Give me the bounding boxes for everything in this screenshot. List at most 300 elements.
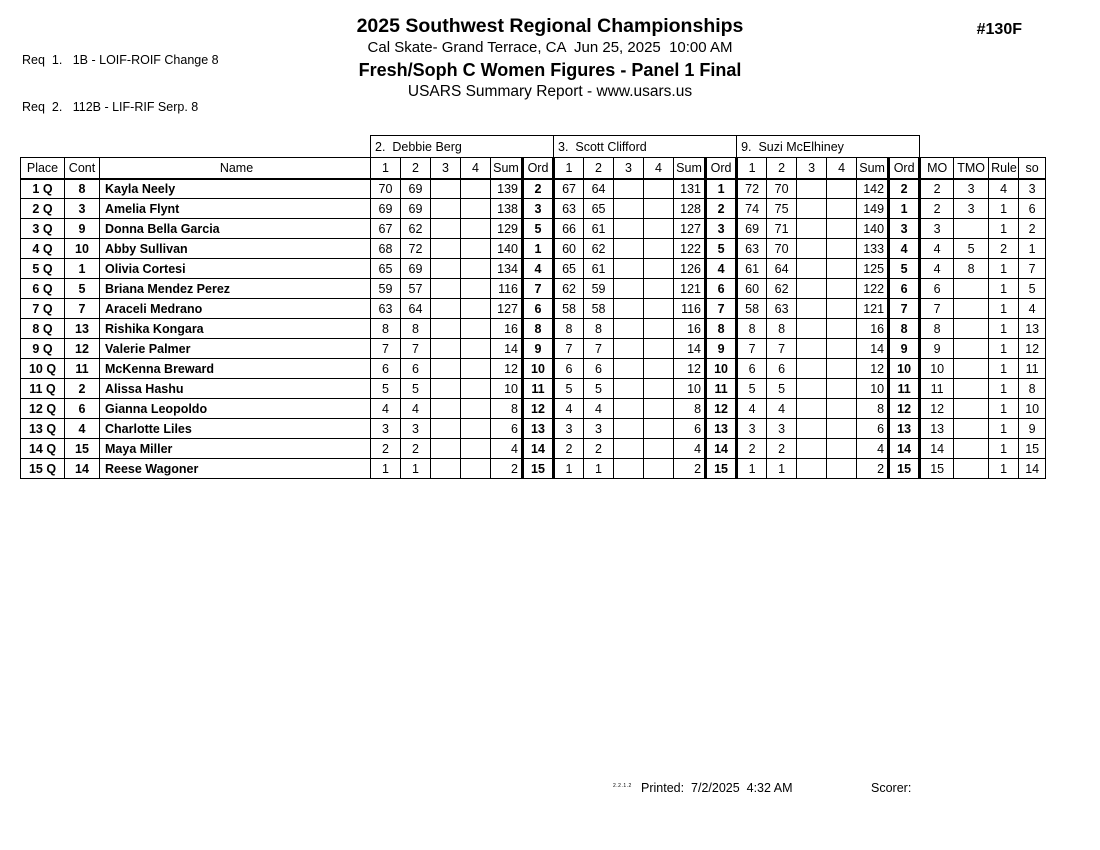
cell-j1-ord: 12 [523,399,554,419]
version-superscript: 2.2.1.2 [613,783,632,789]
cell-cont: 4 [65,419,100,439]
cell-j2-score4 [644,439,674,459]
cell-j2-score3 [614,419,644,439]
cell-j2-score1: 5 [554,379,584,399]
col-header-j1-1: 1 [371,158,401,179]
cell-skater-name: Amelia Flynt [100,199,371,219]
cell-j2-score3 [614,339,644,359]
cell-j1-score1: 65 [371,259,401,279]
cell-j2-score4 [644,239,674,259]
cell-skater-name: Araceli Medrano [100,299,371,319]
cell-j2-score2: 65 [584,199,614,219]
cell-j3-sum: 125 [857,259,889,279]
cell-j1-ord: 3 [523,199,554,219]
cell-j2-ord: 2 [706,199,737,219]
cell-j3-score2: 7 [767,339,797,359]
cell-so: 8 [1019,379,1046,399]
cell-j3-ord: 8 [889,319,920,339]
cell-rule: 4 [989,179,1019,199]
cell-j2-score1: 67 [554,179,584,199]
cell-j1-score1: 2 [371,439,401,459]
cell-so: 12 [1019,339,1046,359]
cell-so: 7 [1019,259,1046,279]
cell-place: 2 Q [21,199,65,219]
cell-j3-ord: 1 [889,199,920,219]
championship-title: 2025 Southwest Regional Championships [356,15,744,37]
judge-header-3: 9. Suzi McElhiney [737,136,920,158]
col-header-so: so [1019,158,1046,179]
cell-j2-score1: 63 [554,199,584,219]
cell-j3-score2: 3 [767,419,797,439]
cell-j2-score2: 6 [584,359,614,379]
cell-j1-score3 [431,259,461,279]
cell-mo: 3 [920,219,954,239]
cell-j1-score2: 3 [401,419,431,439]
cell-j1-ord: 9 [523,339,554,359]
cell-j2-score4 [644,179,674,199]
cell-j1-score3 [431,339,461,359]
col-header-j3-ord: Ord [889,158,920,179]
cell-j3-ord: 6 [889,279,920,299]
cell-j3-sum: 14 [857,339,889,359]
cell-j1-score2: 69 [401,179,431,199]
cell-j2-score3 [614,219,644,239]
cell-j2-sum: 131 [674,179,706,199]
cell-j2-sum: 122 [674,239,706,259]
result-row [21,339,1046,359]
cell-j2-score2: 1 [584,459,614,479]
cell-j2-sum: 16 [674,319,706,339]
cell-j1-score4 [461,439,491,459]
cell-j1-score3 [431,359,461,379]
cell-j3-score2: 63 [767,299,797,319]
cell-j2-score3 [614,439,644,459]
cell-j2-score3 [614,319,644,339]
col-header-j3-3: 3 [797,158,827,179]
judge-header-1: 2. Debbie Berg [371,136,554,158]
cell-place: 5 Q [21,259,65,279]
cell-j1-score2: 69 [401,259,431,279]
cell-j1-score4 [461,279,491,299]
cell-j1-score2: 5 [401,379,431,399]
cell-j1-sum: 14 [491,339,523,359]
cell-j1-score3 [431,419,461,439]
cell-cont: 5 [65,279,100,299]
cell-j1-score3 [431,179,461,199]
cell-j2-score2: 8 [584,319,614,339]
cell-j1-score4 [461,239,491,259]
cell-so: 15 [1019,439,1046,459]
cell-rule: 1 [989,339,1019,359]
cell-j3-score4 [827,219,857,239]
cell-j3-ord: 4 [889,239,920,259]
cell-j2-score1: 66 [554,219,584,239]
cell-j1-score4 [461,399,491,419]
cell-skater-name: Donna Bella Garcia [100,219,371,239]
cell-j1-score3 [431,319,461,339]
cell-j2-score4 [644,219,674,239]
cell-j3-score2: 70 [767,239,797,259]
col-header-j3-sum: Sum [857,158,889,179]
cell-rule: 2 [989,239,1019,259]
cell-cont: 8 [65,179,100,199]
title-block [0,15,1100,102]
cell-j3-score4 [827,199,857,219]
cell-j2-score2: 4 [584,399,614,419]
result-row [21,399,1046,419]
cell-j1-score3 [431,379,461,399]
cell-j3-sum: 6 [857,419,889,439]
cell-rule: 1 [989,299,1019,319]
cell-j2-score2: 59 [584,279,614,299]
cell-place: 3 Q [21,219,65,239]
cell-j3-sum: 122 [857,279,889,299]
cell-j1-score3 [431,199,461,219]
cell-mo: 6 [920,279,954,299]
cell-j3-score4 [827,379,857,399]
cell-place: 15 Q [21,459,65,479]
cell-so: 9 [1019,419,1046,439]
cell-skater-name: Rishika Kongara [100,319,371,339]
cell-j3-score1: 7 [737,339,767,359]
cell-j3-score2: 70 [767,179,797,199]
cell-j2-ord: 12 [706,399,737,419]
col-header-j1-sum: Sum [491,158,523,179]
cell-j1-ord: 13 [523,419,554,439]
result-row [21,259,1046,279]
event-title: Fresh/Soph C Women Figures - Panel 1 Final [358,60,742,80]
cell-j1-sum: 139 [491,179,523,199]
cell-rule: 1 [989,399,1019,419]
cell-so: 6 [1019,199,1046,219]
cell-rule: 1 [989,319,1019,339]
cell-j2-score2: 58 [584,299,614,319]
result-row [21,299,1046,319]
cell-place: 6 Q [21,279,65,299]
cell-j1-score2: 64 [401,299,431,319]
cell-j1-score3 [431,239,461,259]
col-header-mo: MO [920,158,954,179]
cell-j3-score3 [797,399,827,419]
cell-j3-score4 [827,339,857,359]
cell-rule: 1 [989,379,1019,399]
cell-place: 8 Q [21,319,65,339]
cell-so: 10 [1019,399,1046,419]
cell-j3-score3 [797,219,827,239]
cell-cont: 15 [65,439,100,459]
cell-j3-ord: 11 [889,379,920,399]
cell-j3-score1: 6 [737,359,767,379]
cell-rule: 1 [989,359,1019,379]
cell-so: 4 [1019,299,1046,319]
cell-j2-score2: 62 [584,239,614,259]
cell-j2-ord: 8 [706,319,737,339]
cell-j2-ord: 7 [706,299,737,319]
cell-cont: 11 [65,359,100,379]
col-header-j2-sum: Sum [674,158,706,179]
cell-j1-score1: 69 [371,199,401,219]
cell-j2-score1: 62 [554,279,584,299]
cell-cont: 14 [65,459,100,479]
cell-j3-score4 [827,459,857,479]
cell-tmo: 5 [954,239,989,259]
cell-j1-score2: 1 [401,459,431,479]
result-row [21,239,1046,259]
cell-tmo [954,379,989,399]
cell-j2-ord: 9 [706,339,737,359]
cell-j2-score1: 60 [554,239,584,259]
cell-j1-score4 [461,359,491,379]
cell-j3-score1: 74 [737,199,767,219]
cell-j1-score3 [431,219,461,239]
result-row [21,419,1046,439]
cell-j1-sum: 10 [491,379,523,399]
report-subtitle: USARS Summary Report - www.usars.us [407,83,693,100]
cell-place: 4 Q [21,239,65,259]
cell-tmo [954,459,989,479]
col-header-name: Name [100,158,371,179]
cell-place: 1 Q [21,179,65,199]
cell-j1-score2: 2 [401,439,431,459]
cell-j3-ord: 3 [889,219,920,239]
cell-j3-score2: 8 [767,319,797,339]
cell-j2-score2: 2 [584,439,614,459]
judges-row-left-spacer [21,136,371,158]
cell-j1-score1: 67 [371,219,401,239]
cell-j3-score4 [827,439,857,459]
cell-j3-score4 [827,359,857,379]
cell-j2-score2: 7 [584,339,614,359]
scorer-label: Scorer: [871,781,912,795]
cell-j2-score4 [644,299,674,319]
cell-so: 2 [1019,219,1046,239]
cell-cont: 1 [65,259,100,279]
cell-j3-score3 [797,319,827,339]
cell-j1-ord: 8 [523,319,554,339]
cell-j1-sum: 6 [491,419,523,439]
cell-j1-score1: 5 [371,379,401,399]
cell-j1-ord: 7 [523,279,554,299]
cell-j3-sum: 16 [857,319,889,339]
cell-j1-sum: 12 [491,359,523,379]
cell-j1-score1: 63 [371,299,401,319]
cell-j3-ord: 14 [889,439,920,459]
cell-j2-score4 [644,419,674,439]
cell-tmo [954,319,989,339]
cell-j2-score4 [644,199,674,219]
col-header-j1-4: 4 [461,158,491,179]
cell-j3-score3 [797,419,827,439]
cell-skater-name: Briana Mendez Perez [100,279,371,299]
cell-j2-score3 [614,299,644,319]
result-row [21,219,1046,239]
cell-j2-score1: 7 [554,339,584,359]
cell-j3-score3 [797,379,827,399]
col-header-tmo: TMO [954,158,989,179]
cell-j1-score3 [431,399,461,419]
cell-j3-score3 [797,439,827,459]
cell-j2-ord: 13 [706,419,737,439]
cell-j3-score2: 62 [767,279,797,299]
cell-j1-score1: 7 [371,339,401,359]
cell-j2-sum: 116 [674,299,706,319]
col-header-rule: Rule [989,158,1019,179]
cell-j3-score4 [827,239,857,259]
col-header-j3-2: 2 [767,158,797,179]
cell-j1-sum: 134 [491,259,523,279]
req-line-2: Req 2. 112B - LIF-RIF Serp. 8 [22,99,199,114]
cell-tmo [954,439,989,459]
cell-j1-score4 [461,319,491,339]
cell-j1-ord: 2 [523,179,554,199]
cell-j1-score3 [431,459,461,479]
cell-j1-score3 [431,439,461,459]
cell-so: 14 [1019,459,1046,479]
cell-skater-name: Olivia Cortesi [100,259,371,279]
cell-j2-ord: 11 [706,379,737,399]
cell-j3-score2: 4 [767,399,797,419]
cell-j3-score1: 4 [737,399,767,419]
cell-j3-ord: 7 [889,299,920,319]
cell-j1-score1: 6 [371,359,401,379]
cell-skater-name: Reese Wagoner [100,459,371,479]
cell-cont: 9 [65,219,100,239]
cell-j3-score3 [797,199,827,219]
cell-mo: 7 [920,299,954,319]
cell-j1-score2: 4 [401,399,431,419]
cell-j3-score1: 58 [737,299,767,319]
cell-tmo: 3 [954,199,989,219]
cell-cont: 13 [65,319,100,339]
cell-j2-score3 [614,459,644,479]
cell-j3-score3 [797,259,827,279]
result-row [21,459,1046,479]
cell-cont: 10 [65,239,100,259]
cell-mo: 12 [920,399,954,419]
cell-j3-score2: 2 [767,439,797,459]
cell-j1-sum: 2 [491,459,523,479]
cell-j3-score3 [797,459,827,479]
cell-j3-ord: 10 [889,359,920,379]
cell-tmo [954,299,989,319]
cell-j2-ord: 1 [706,179,737,199]
cell-j2-score2: 5 [584,379,614,399]
cell-j2-sum: 2 [674,459,706,479]
cell-j3-score2: 64 [767,259,797,279]
cell-mo: 13 [920,419,954,439]
cell-tmo [954,359,989,379]
cell-j2-score4 [644,379,674,399]
cell-j2-sum: 14 [674,339,706,359]
cell-skater-name: Maya Miller [100,439,371,459]
cell-j1-score1: 59 [371,279,401,299]
cell-cont: 6 [65,399,100,419]
cell-j2-score3 [614,179,644,199]
col-header-j1-ord: Ord [523,158,554,179]
cell-skater-name: Kayla Neely [100,179,371,199]
cell-j1-sum: 127 [491,299,523,319]
cell-j1-score2: 7 [401,339,431,359]
cell-j3-sum: 133 [857,239,889,259]
cell-j2-sum: 121 [674,279,706,299]
cell-j1-sum: 138 [491,199,523,219]
col-header-place: Place [21,158,65,179]
cell-mo: 8 [920,319,954,339]
col-header-cont: Cont [65,158,100,179]
cell-mo: 10 [920,359,954,379]
cell-j1-score2: 72 [401,239,431,259]
cell-j2-sum: 4 [674,439,706,459]
cell-j3-score1: 2 [737,439,767,459]
cell-j3-score4 [827,399,857,419]
cell-j1-score4 [461,199,491,219]
cell-j3-score2: 1 [767,459,797,479]
cell-j3-ord: 12 [889,399,920,419]
cell-j1-ord: 4 [523,259,554,279]
result-row [21,199,1046,219]
event-number: #130F [976,21,1022,38]
cell-tmo [954,419,989,439]
cell-so: 3 [1019,179,1046,199]
cell-mo: 9 [920,339,954,359]
cell-j2-score3 [614,359,644,379]
cell-j3-score1: 8 [737,319,767,339]
cell-j2-score4 [644,459,674,479]
col-header-j1-2: 2 [401,158,431,179]
cell-j2-score1: 6 [554,359,584,379]
col-header-j3-4: 4 [827,158,857,179]
cell-j3-score4 [827,419,857,439]
cell-mo: 2 [920,179,954,199]
cell-skater-name: Alissa Hashu [100,379,371,399]
cell-rule: 1 [989,439,1019,459]
col-header-j2-ord: Ord [706,158,737,179]
cell-j1-score2: 62 [401,219,431,239]
cell-so: 1 [1019,239,1046,259]
cell-place: 10 Q [21,359,65,379]
result-row [21,319,1046,339]
cell-cont: 12 [65,339,100,359]
cell-j1-score4 [461,219,491,239]
cell-j3-score1: 63 [737,239,767,259]
cell-j1-sum: 8 [491,399,523,419]
cell-j3-score3 [797,339,827,359]
result-row [21,359,1046,379]
cell-j3-score1: 61 [737,259,767,279]
cell-j2-score3 [614,379,644,399]
cell-j2-score3 [614,259,644,279]
cell-j2-sum: 128 [674,199,706,219]
col-header-j2-4: 4 [644,158,674,179]
cell-j1-score3 [431,279,461,299]
cell-rule: 1 [989,419,1019,439]
cell-j3-sum: 142 [857,179,889,199]
cell-j1-score2: 8 [401,319,431,339]
cell-place: 13 Q [21,419,65,439]
cell-j1-sum: 140 [491,239,523,259]
cell-j2-sum: 6 [674,419,706,439]
cell-j3-ord: 5 [889,259,920,279]
cell-j1-ord: 11 [523,379,554,399]
cell-j3-ord: 2 [889,179,920,199]
cell-j2-score1: 65 [554,259,584,279]
cell-j2-score1: 1 [554,459,584,479]
cell-so: 11 [1019,359,1046,379]
cell-j2-ord: 14 [706,439,737,459]
cell-j1-score1: 4 [371,399,401,419]
judges-row-right-spacer [920,136,1046,158]
cell-j3-score4 [827,299,857,319]
